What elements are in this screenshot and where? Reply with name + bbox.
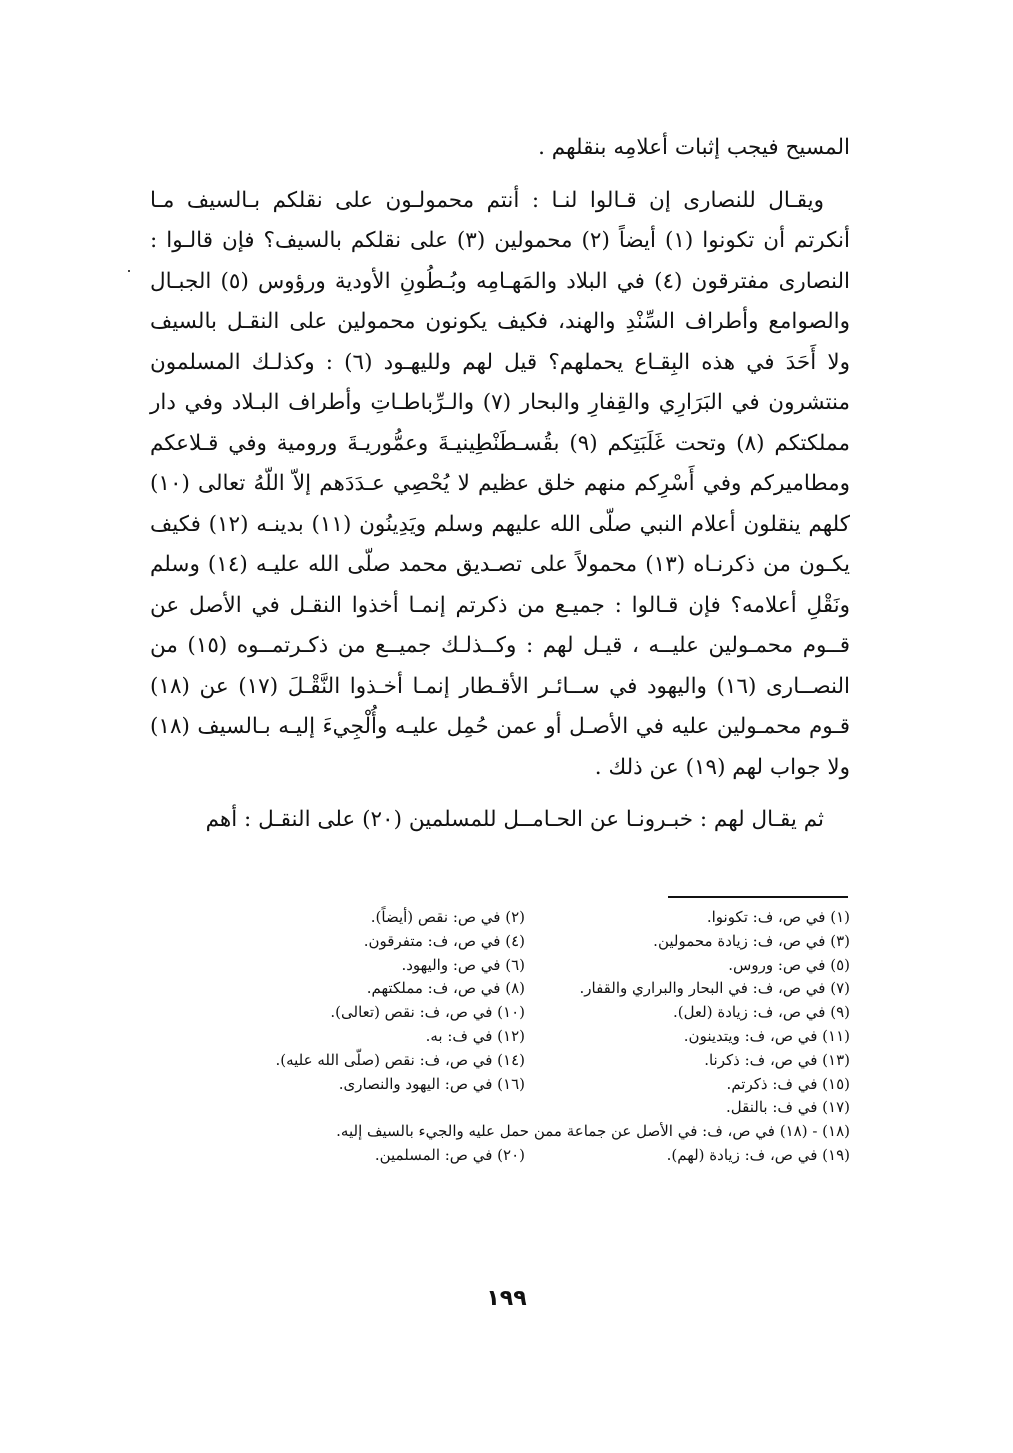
footnote-separator <box>668 896 848 898</box>
paragraph-main <box>150 181 850 789</box>
footnote: (١٧) في ف: بالنقل. <box>726 1098 850 1117</box>
footnote <box>150 1096 525 1120</box>
footnote-row <box>150 1144 850 1168</box>
footnote-row <box>150 1120 850 1144</box>
footnote: (١٥) في ف: ذكرتم. <box>726 1074 850 1093</box>
main-text <box>150 128 850 841</box>
footnote: (٩) في ص، ف: زيادة (لعل). <box>672 1003 850 1022</box>
paragraph-continuation: المسيح فيجب إثبات أعلامِه بنقلهم . <box>538 135 850 160</box>
footnote: (١٩) في ص، ف: زيادة (لهم). <box>666 1145 850 1164</box>
footnote-row <box>150 906 850 930</box>
footnote: (٨) في ص، ف: مملكتهم. <box>366 979 525 998</box>
footnote-row <box>150 977 850 1001</box>
footnote: (١٦) في ص: اليهود والنصارى. <box>338 1074 525 1093</box>
footnote-row <box>150 1001 850 1025</box>
footnotes <box>150 906 850 1168</box>
footnote: (٢٠) في ص: المسلمين. <box>374 1145 525 1164</box>
footnote: (١٤) في ص، ف: نقص (صلّى الله عليه). <box>275 1050 525 1069</box>
footnote: (١٢) في ف: به. <box>425 1026 525 1045</box>
footnote: (٦) في ص: واليهود. <box>401 955 525 974</box>
footnote-row <box>150 930 850 954</box>
footnote: (١٣) في ص، ف: ذكرنا. <box>704 1050 850 1069</box>
footnote-row <box>150 1025 850 1049</box>
footnote: (٣) في ص، ف: زيادة محمولين. <box>653 931 850 950</box>
footnote: (٢) في ص: نقص (أيضاً). <box>370 908 525 926</box>
footnote-row <box>150 1049 850 1073</box>
footnote: (١٠) في ص، ف: نقص (تعالى). <box>330 1003 525 1022</box>
footnote: (١١) في ص، ف: ويتدينون. <box>683 1026 850 1045</box>
footnote: (٤) في ص، ف: متفرقون. <box>363 931 525 950</box>
footnote-row <box>150 954 850 978</box>
footnote: (٧) في ص، ف: في البحار والبراري والقفار. <box>579 979 850 998</box>
footnote: (٥) في ص: وروس. <box>728 955 850 974</box>
paragraph-main-text: ويقـال للنصارى إن قـالوا لنـا : أنتم محمولـون على نقلكم بـالسيف مـا أنكرتم أن تكونوا (١) أيضاً (٢) محمولين (٣) على نقلكم بالسيف؟ فإن قالـوا : النصارى مفترقون (٤) في البلاد والمَهـامِه وبُـطُونِ الأودية ورؤوس (٥) الجبـال والصوامع وأطراف السِّنْدِ والهند، فكيف يكونون محمولين على النقـل بالسيف ولا أَحَدَ في هذه البِقـاع يحملهم؟ قيل لهم ولليهـود (٦) : وكذلـك المسلمون منتشرون في البَرَارِي والقِفارِ والبحار (٧) والـرِّباطـاتِ وأطراف البـلاد وفي دار مملكتكم (٨) وتحت غَلَبَتِكم (٩) بقُسـطَنْطِينيـةَ وعمُّوريـةَ ورومية وفي قـلاعكم ومطاميركم وفي أَسْرِكم منهم خلق عظيم لا يُحْصِي عـدَدَهم إلاّ اللّهُ تعالى (١٠) كلهم ينقلون أعلام النبي صلّى الله عليهم وسلم ويَدِينُون (١١) بدينـه (١٢) فكيف يكـون من ذكرنـاه (١٣) محمولاً على تصـديق محمد صلّى الله عليـه (١٤) وسلم ونَقْلِ أعلامه؟ فإن قـالوا : جميـع من ذكرتم إنمـا أخذوا النقـل في الأصل عن قــوم محمـولين عليــه ، قيـل لهم : وكــذلـك جميــع من ذكـرتمــوه (١٥) من النصــارى (١٦) واليهود في ســائـر الأقـطار إنمـا أخـذوا النَّقْـلَ (١٧) عن (١٨) قـوم محمـولين عليه في الأصـل أو عمن حُمِل عليـه وأُلْجِيءَ إليـه بـالسيف (١٨) ولا جواب لهم (١٩) عن ذلك . <box>150 187 851 780</box>
footnote: (١) في ص، ف: تكونوا. <box>706 908 850 926</box>
paragraph-final <box>150 800 850 841</box>
page-number: ١٩٩ <box>486 1286 527 1311</box>
footnote-row <box>150 1073 850 1097</box>
footnote-full-width: (١٨) - (١٨) في ص، ف: في الأصل عن جماعة ممن حمل عليه والجيء بالسيف إليه. <box>336 1122 850 1141</box>
scan-speck <box>128 270 130 272</box>
footnote-row <box>150 1096 850 1120</box>
paragraph-final-text: ثم يقـال لهم : خبـرونـا عن الحـامــل للمسلمين (٢٠) على النقـل : أهم <box>205 807 824 832</box>
